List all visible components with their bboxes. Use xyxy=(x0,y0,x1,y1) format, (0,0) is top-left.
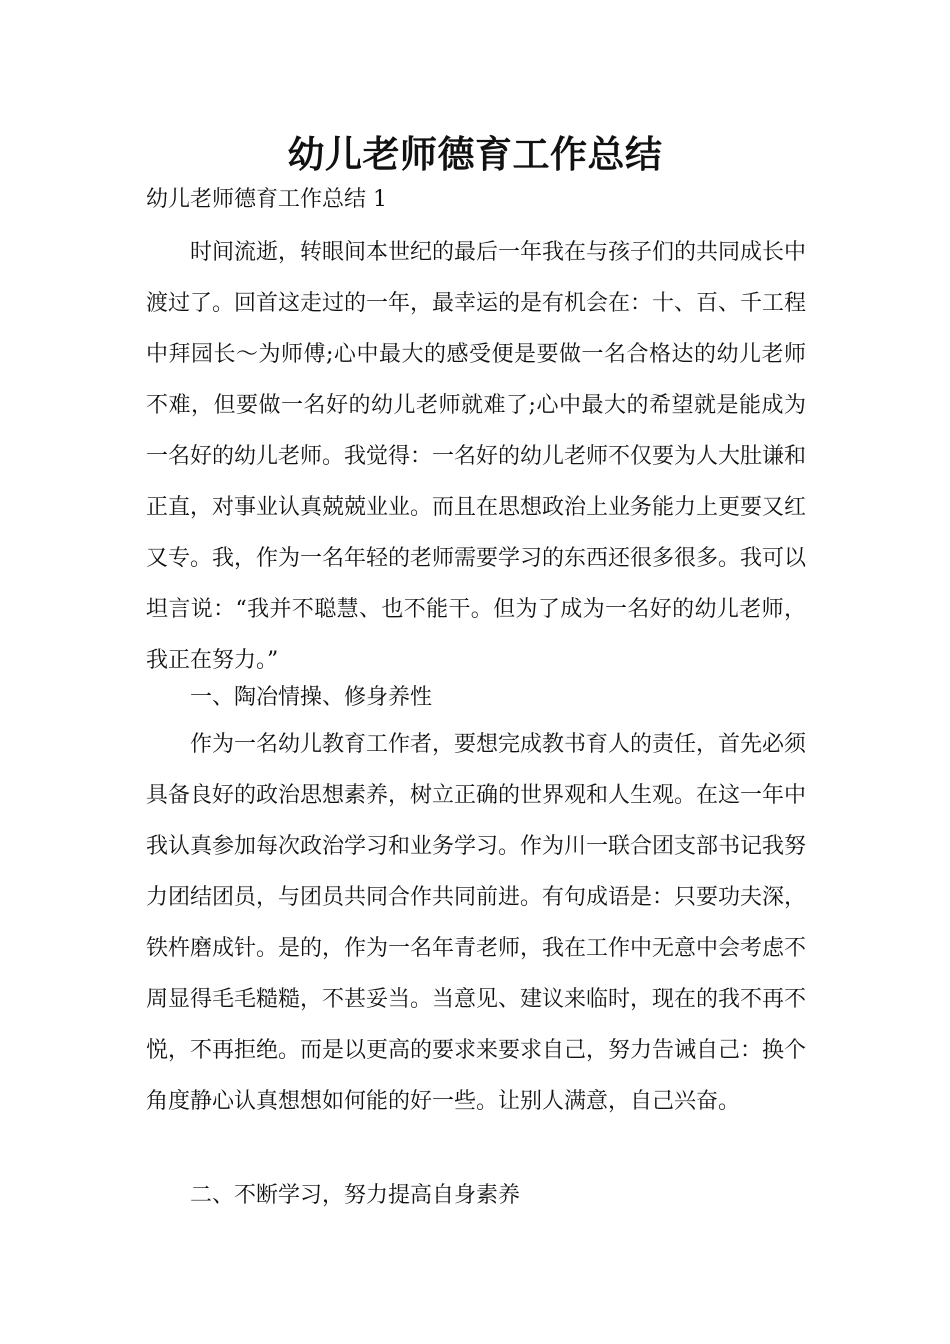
paragraph-intro: 时间流逝，转眼间本世纪的最后一年我在与孩子们的共同成长中渡过了。回首这走过的一年，最幸运的是有机会在：十、百、千工程中拜园长～为师傅;心中最大的感受便是要做一名合格达的幼儿老师不难，但要做一名好的幼儿老师就难了;心中最大的希望就是能成为一名好的幼儿老师。我觉得：一名好的幼儿老师不仅要为人大肚谦和正直，对事业认真兢兢业业。而且在思想政治上业务能力上更要又红又专。我，作为一名年轻的老师需要学习的东西还很多很多。我可以坦言说：“我并不聪慧、也不能干。但为了成为一名好的幼儿老师，我正在努力。” xyxy=(146,240,807,673)
document-title: 幼儿老师德育工作总结 xyxy=(287,132,663,176)
section-heading-1: 一、陶冶情操、修身养性 xyxy=(190,685,433,710)
paragraph-section-1: 作为一名幼儿教育工作者，要想完成教书育人的责任，首先必须具备良好的政治思想素养，树立正确的世界观和人生观。在这一年中我认真参加每次政治学习和业务学习。作为川一联合团支部书记我努力团结团员，与团员共同合作共同前进。有句成语是：只要功夫深，铁杵磨成针。是的，作为一名年青老师，我在工作中无意中会考虑不周显得毛毛糙糙，不甚妥当。当意见、建议来临时，现在的我不再不悦，不再拒绝。而是以更高的要求来要求自己，努力告诫自己：换个角度静心认真想想如何能的好一些。让别人满意，自己兴奋。 xyxy=(146,732,807,1114)
section-heading-2: 二、不断学习，努力提高自身素养 xyxy=(190,1183,521,1208)
document-subtitle: 幼儿老师德育工作总结 1 xyxy=(146,187,387,212)
